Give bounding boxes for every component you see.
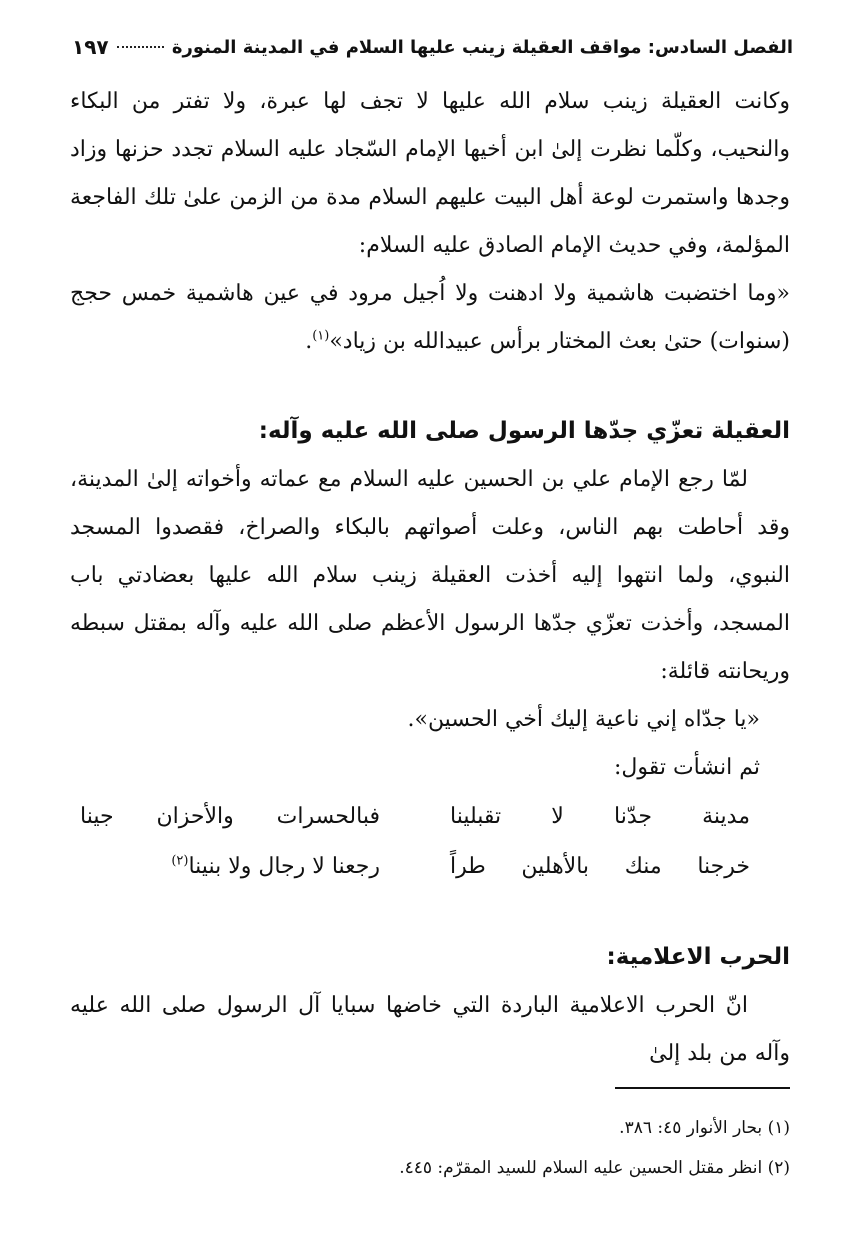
footnote-divider	[615, 1087, 790, 1089]
poem	[70, 792, 790, 892]
quote-lament: «يا جدّاه إني ناعية إليك أخي الحسين».	[407, 707, 760, 732]
footnote-ref-1: (١)	[312, 328, 330, 344]
footnote-number: (٢)	[767, 1158, 790, 1178]
poem-hemistich-second: رجعنا لا رجال ولا بنينا	[188, 854, 380, 879]
section-gap	[70, 366, 790, 406]
body-text	[70, 78, 790, 1078]
footnote-item	[70, 1108, 790, 1148]
quote-hadith-text: «وما اختضبت هاشمية ولا ادهنت ولا اُجيل مرود في عين هاشمية خمس حجج (سنوات) حتىٰ بعث المختار برأس عبيدالله بن زياد»	[70, 281, 790, 354]
dot-leader	[117, 46, 164, 48]
poem-hemistich-first: خرجنا منك بالأهلين طراً	[450, 854, 750, 879]
paragraph-media-war: انّ الحرب الاعلامية الباردة التي خاضها سبايا آل الرسول صلى الله عليه وآله من بلد إلىٰ	[70, 993, 790, 1066]
footnote-number: (١)	[767, 1118, 790, 1138]
page-header	[72, 30, 793, 64]
poem-hemistich-second: فبالحسرات والأحزان جينا	[80, 804, 380, 829]
footnotes	[70, 1108, 790, 1188]
footnote-text: انظر مقتل الحسين عليه السلام للسيد المقرّم: ٤٤٥.	[399, 1158, 763, 1178]
footnote-item	[70, 1148, 790, 1188]
poem-hemistich-second-wrap	[171, 842, 380, 892]
page-number: ١٩٧	[72, 35, 109, 59]
paragraph-intro: وكانت العقيلة زينب سلام الله عليها لا تجف لها عبرة، ولا تفتر من البكاء والنحيب، وكلّما نظرت إلىٰ ابن أخيها الإمام السّجاد عليه السلام تجدد حزنها وزاد وجدها واستمرت لوعة أهل البيت عليهم السلام مدة من الزمن علىٰ تلك الفاجعة المؤلمة، وفي حديث الإمام الصادق عليه السلام:	[70, 89, 790, 258]
section-heading-condolence: العقيلة تعزّي جدّها الرسول صلى الله عليه وآله:	[258, 418, 790, 444]
quote-hadith: «وما اختضبت هاشمية ولا ادهنت ولا اُجيل مرود في عين هاشمية خمس حجج (سنوات) حتىٰ بعث المختار برأس عبيدالله بن زياد»$^{(١)}$.	[70, 281, 790, 354]
paragraph-return: لمّا رجع الإمام علي بن الحسين عليه السلام مع عماته وأخواته إلىٰ المدينة، وقد أحاطت بهم الناس، وعلت أصواتهم بالبكاء والصراخ، فقصدوا المسجد النبوي، ولما انتهوا إليه أخذت العقيلة زينب سلام الله عليها بعضادتي باب المسجد، وأخذت تعزّي جدّها الرسول الأعظم صلى الله عليه وآله بمقتل سبطه وريحانته قائلة:	[70, 467, 790, 684]
footnote-text: بحار الأنوار ٤٥: ٣٨٦.	[619, 1118, 763, 1138]
poem-verse	[70, 792, 750, 842]
poem-intro: ثم انشأت تقول:	[613, 755, 760, 780]
poem-verse	[70, 842, 750, 892]
poem-hemistich-first: مدينة جدّنا لا تقبلينا	[450, 804, 750, 829]
section-heading-media-war: الحرب الاعلامية:	[606, 944, 790, 970]
footnote-ref-2: (٢)	[171, 853, 189, 869]
running-title: الفصل السادس: مواقف العقيلة زينب عليها السلام في المدينة المنورة	[171, 36, 793, 58]
section-gap	[70, 892, 790, 932]
